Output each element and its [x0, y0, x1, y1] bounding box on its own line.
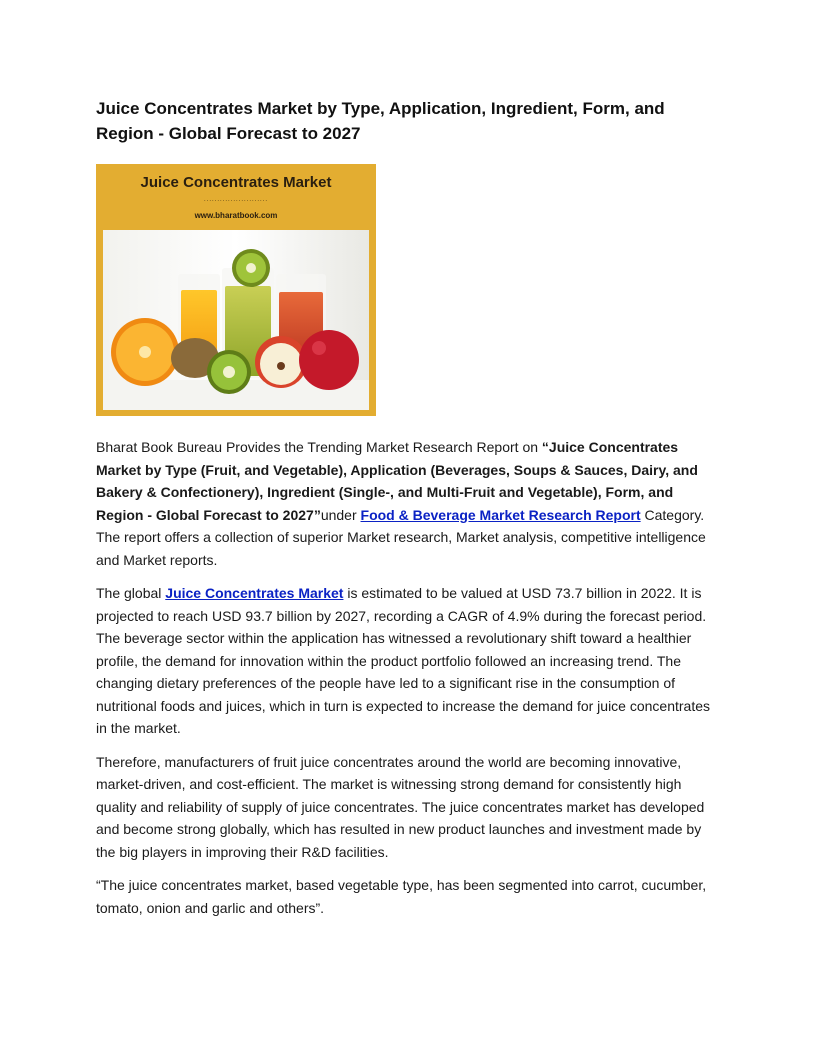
market-link[interactable]: Juice Concentrates Market: [165, 585, 344, 601]
cover-heading: Juice Concentrates Market: [140, 174, 332, 191]
market-paragraph: [96, 582, 720, 740]
category-link[interactable]: Food & Beverage Market Research Report: [360, 506, 641, 523]
intro-prefix: Bharat Book Bureau Provides the Trending Market Research Report on: [96, 439, 542, 455]
document-page: [96, 96, 720, 930]
cover-dots: ........................: [203, 197, 268, 203]
report-title: “Juice Concentrates Market by Type (Fruit, and Vegetable), Application (Beverages, Soups & Sauces, Dairy, and Bakery & Confectionery), Ingredient (Single-, and Multi-Fruit and Vegetable), Form, and Region - Global Forecast to 2027”: [96, 439, 698, 523]
market-prefix: The global: [96, 585, 166, 601]
document-title: Juice Concentrates Market by Type, Application, Ingredient, Form, and Region - Global Forecast to 2027: [96, 99, 665, 143]
manufacturers-paragraph: Therefore, manufacturers of fruit juice concentrates around the world are becoming innovative, market-driven, and cost-efficient. The market is witnessing strong demand for consistently high quality and reliability of supply of juice concentrates. The juice concentrates market has developed and become strong globally, which has resulted in new product launches and investment made by the big players in improving their R&D facilities.: [96, 753, 705, 860]
intro-suffix: Category. The report offers a collection of superior Market research, Market analysis, competitive intelligence and Market reports.: [96, 506, 706, 568]
intro-paragraph: [96, 436, 720, 571]
cover-url: www.bharatbook.com: [194, 211, 278, 220]
intro-under: under: [320, 506, 361, 523]
vegetable-quote-paragraph: “The juice concentrates market, based vegetable type, has been segmented into carrot, cucumber, tomato, onion and garlic and others”.: [96, 877, 707, 916]
cover-image: [96, 164, 376, 416]
juice-glasses-photo: [103, 230, 369, 410]
market-suffix: is estimated to be valued at USD 73.7 billion in 2022. It is projected to reach USD 93.7 billion by 2027, recording a CAGR of 4.9% during the forecast period. The beverage sector within the application has witnessed a revolutionary shift toward a healthier profile, the demand for innovation within the product portfolio followed an increasing trend. The changing dietary preferences of the people have led to a significant rise in the consumption of nutritional foods and juices, which in turn is expected to increase the demand for juice concentrates in the market.: [96, 585, 711, 736]
